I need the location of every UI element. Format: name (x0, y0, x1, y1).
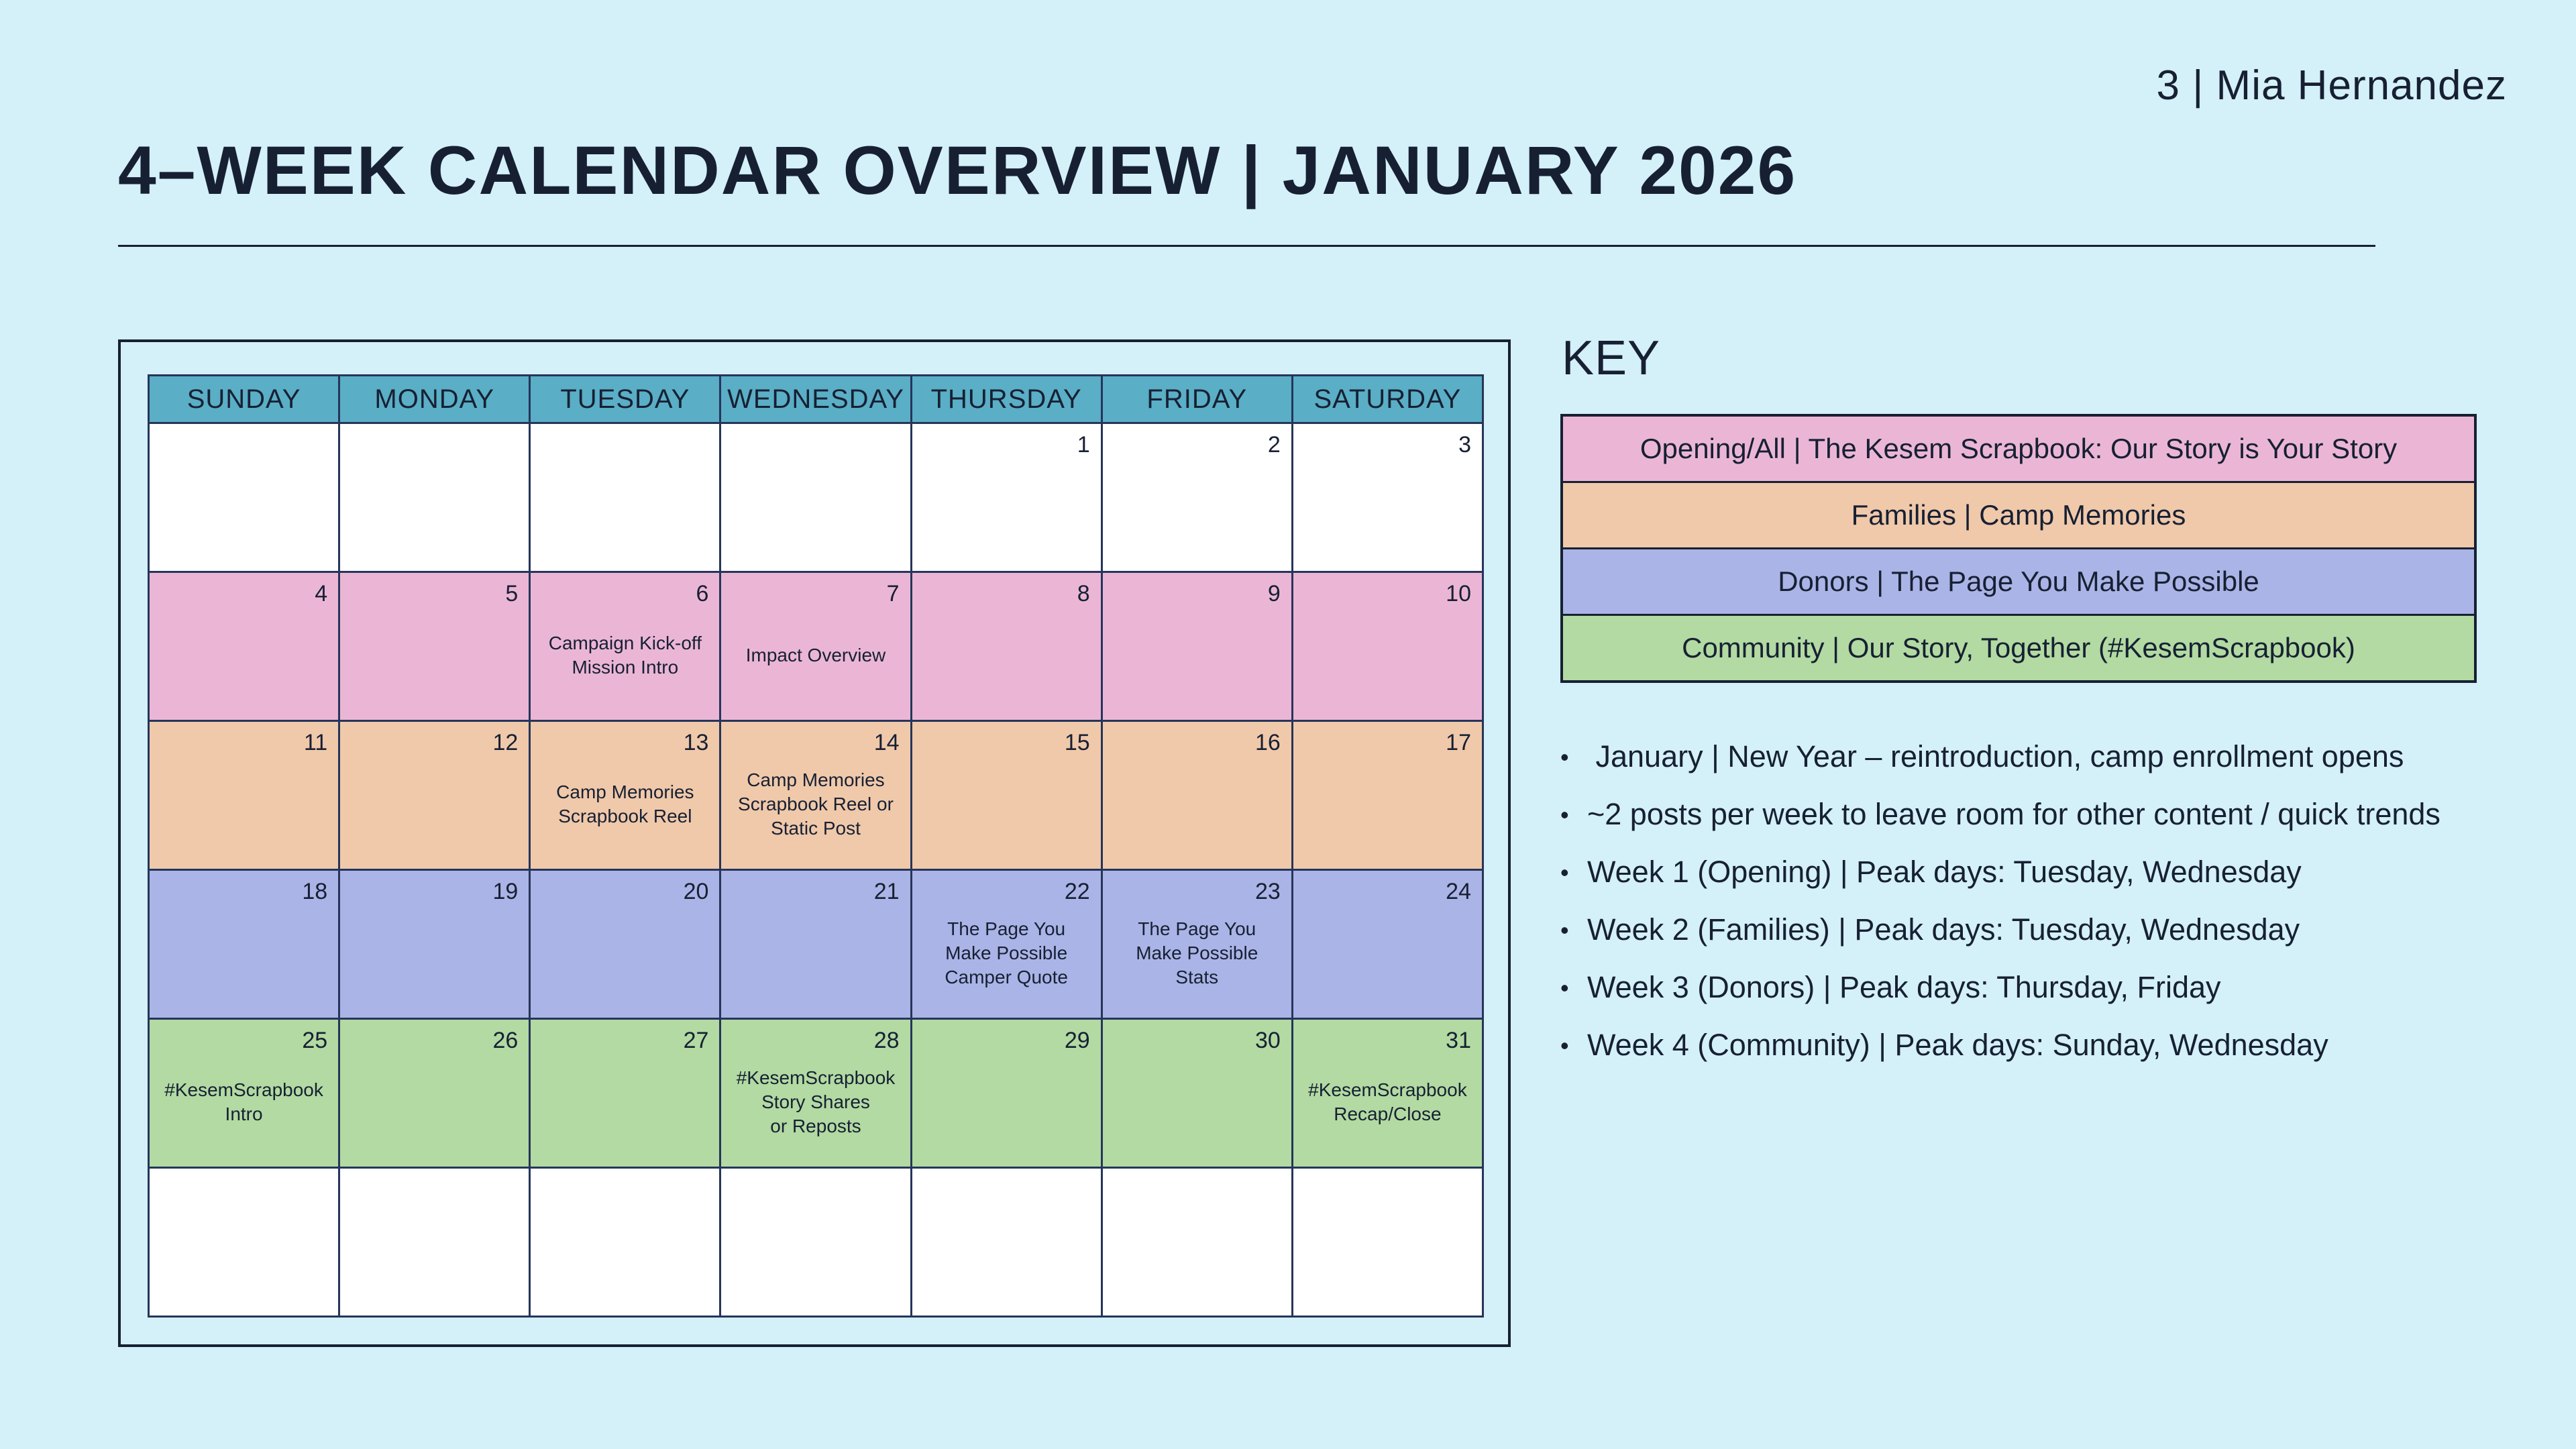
calendar-day-cell (149, 572, 339, 721)
calendar-day-cell (1292, 870, 1483, 1019)
bullet-icon: • (1560, 859, 1569, 886)
bullet-icon: • (1560, 974, 1569, 1002)
calendar-day-cell (149, 1019, 339, 1168)
day-number: 14 (873, 730, 900, 755)
calendar-event: Impact Overview (745, 644, 886, 665)
day-number: 23 (1255, 879, 1281, 904)
calendar-week-row (149, 423, 1483, 572)
calendar-day-cell (149, 870, 339, 1019)
day-number: 30 (1255, 1028, 1281, 1053)
note-item (1560, 959, 2440, 1016)
calendar-event: #KesemScrapbook Recap/Close (1308, 1079, 1467, 1124)
calendar-day-cell (149, 423, 339, 572)
calendar-day-cell (530, 423, 720, 572)
day-number: 24 (1446, 879, 1471, 904)
key-title: KEY (1562, 331, 1661, 385)
bullet-icon: • (1560, 916, 1569, 944)
note-text: January | New Year – reintroduction, camp enrollment opens (1587, 739, 2404, 773)
day-number: 2 (1267, 432, 1281, 458)
calendar-table (148, 374, 1484, 1318)
calendar-day-cell (1102, 423, 1292, 572)
note-item (1560, 728, 2440, 786)
day-number: 1 (1077, 432, 1090, 458)
key-item-families: Families | Camp Memories (1563, 483, 2474, 549)
note-text: ~2 posts per week to leave room for other content / quick trends (1587, 797, 2440, 831)
day-number: 11 (303, 730, 328, 755)
key-legend (1560, 414, 2477, 683)
note-item (1560, 901, 2440, 959)
day-number: 27 (683, 1028, 709, 1053)
day-number: 5 (505, 581, 519, 606)
page-number: 3 | Mia Hernandez (2156, 62, 2507, 109)
day-number: 19 (492, 879, 519, 904)
calendar-week-row (149, 870, 1483, 1019)
calendar-day-cell (530, 870, 720, 1019)
calendar-day-cell (720, 423, 911, 572)
day-number: 22 (1064, 879, 1090, 904)
day-number: 26 (492, 1028, 519, 1053)
calendar-day-cell (911, 1168, 1102, 1317)
weekday-header-sunday: SUNDAY (149, 376, 339, 423)
note-text: Week 4 (Community) | Peak days: Sunday, Wednesday (1587, 1028, 2328, 1062)
key-item-opening: Opening/All | The Kesem Scrapbook: Our Story is Your Story (1563, 417, 2474, 483)
calendar-day-cell (1102, 721, 1292, 870)
calendar-week-row (149, 1168, 1483, 1317)
weekday-header-row (149, 376, 1483, 423)
calendar-day-cell (339, 1168, 530, 1317)
calendar-week-row (149, 572, 1483, 721)
weekday-header-thursday: THURSDAY (911, 376, 1102, 423)
calendar-day-cell (1292, 1019, 1483, 1168)
day-number: 25 (302, 1028, 328, 1053)
calendar-day-cell (911, 721, 1102, 870)
calendar-day-cell (149, 1168, 339, 1317)
weekday-header-friday: FRIDAY (1102, 376, 1292, 423)
calendar-day-cell (530, 1168, 720, 1317)
day-number: 21 (873, 879, 900, 904)
key-item-donors: Donors | The Page You Make Possible (1563, 549, 2474, 616)
day-number: 13 (683, 730, 709, 755)
calendar-day-cell (339, 721, 530, 870)
day-number: 8 (1077, 581, 1090, 606)
day-number: 10 (1446, 581, 1471, 606)
day-number: 18 (302, 879, 328, 904)
bullet-icon: • (1560, 801, 1569, 828)
calendar-day-cell (1292, 1168, 1483, 1317)
calendar-week-row (149, 1019, 1483, 1168)
calendar-event: The Page You Make Possible Camper Quote (945, 918, 1068, 987)
calendar-day-cell (911, 572, 1102, 721)
day-number: 4 (315, 581, 328, 606)
day-number: 29 (1064, 1028, 1090, 1053)
calendar-day-cell (530, 721, 720, 870)
note-text: Week 3 (Donors) | Peak days: Thursday, Friday (1587, 970, 2221, 1004)
calendar-day-cell (1292, 423, 1483, 572)
calendar-day-cell (339, 423, 530, 572)
calendar-event: Camp Memories Scrapbook Reel (556, 781, 694, 826)
day-number: 3 (1458, 432, 1471, 458)
calendar-day-cell (720, 1168, 911, 1317)
note-item (1560, 843, 2440, 901)
calendar-week-row (149, 721, 1483, 870)
calendar-day-cell (720, 870, 911, 1019)
calendar-event: Camp Memories Scrapbook Reel or Static Post (738, 769, 894, 839)
day-number: 7 (886, 581, 900, 606)
calendar-day-cell (339, 1019, 530, 1168)
day-number: 31 (1446, 1028, 1471, 1053)
calendar-day-cell (911, 423, 1102, 572)
weekday-header-wednesday: WEDNESDAY (720, 376, 911, 423)
weekday-header-tuesday: TUESDAY (530, 376, 720, 423)
calendar-day-cell (1102, 1168, 1292, 1317)
calendar-day-cell (149, 721, 339, 870)
title-divider (118, 245, 2375, 247)
day-number: 20 (683, 879, 709, 904)
note-text: Week 2 (Families) | Peak days: Tuesday, Wednesday (1587, 912, 2300, 947)
day-number: 16 (1255, 730, 1281, 755)
weekday-header-monday: MONDAY (339, 376, 530, 423)
calendar-event: #KesemScrapbook Intro (164, 1079, 323, 1124)
day-number: 12 (492, 730, 519, 755)
notes-list (1560, 728, 2440, 1074)
calendar-day-cell (530, 572, 720, 721)
calendar-day-cell (720, 572, 911, 721)
calendar-day-cell (339, 870, 530, 1019)
note-item (1560, 786, 2440, 843)
day-number: 28 (873, 1028, 900, 1053)
key-item-community: Community | Our Story, Together (#KesemScrapbook) (1563, 616, 2474, 680)
day-number: 9 (1267, 581, 1281, 606)
calendar-event: #KesemScrapbook Story Shares or Reposts (736, 1067, 896, 1136)
calendar-event: The Page You Make Possible Stats (1136, 918, 1258, 987)
calendar-day-cell (911, 870, 1102, 1019)
calendar-day-cell (1292, 572, 1483, 721)
day-number: 6 (696, 581, 709, 606)
page-title: 4–WEEK CALENDAR OVERVIEW | JANUARY 2026 (118, 132, 1797, 209)
calendar-day-cell (911, 1019, 1102, 1168)
calendar-frame (118, 339, 1511, 1347)
calendar-event: Campaign Kick-off Mission Intro (548, 632, 702, 678)
weekday-header-saturday: SATURDAY (1292, 376, 1483, 423)
note-text: Week 1 (Opening) | Peak days: Tuesday, Wednesday (1587, 855, 2302, 889)
calendar-day-cell (1292, 721, 1483, 870)
calendar-day-cell (720, 721, 911, 870)
note-item (1560, 1016, 2440, 1074)
calendar-day-cell (1102, 572, 1292, 721)
calendar-day-cell (530, 1019, 720, 1168)
bullet-icon: • (1560, 743, 1569, 771)
calendar-day-cell (339, 572, 530, 721)
bullet-icon: • (1560, 1032, 1569, 1059)
day-number: 15 (1064, 730, 1090, 755)
calendar-day-cell (1102, 1019, 1292, 1168)
day-number: 17 (1446, 730, 1471, 755)
calendar-day-cell (1102, 870, 1292, 1019)
calendar-day-cell (720, 1019, 911, 1168)
